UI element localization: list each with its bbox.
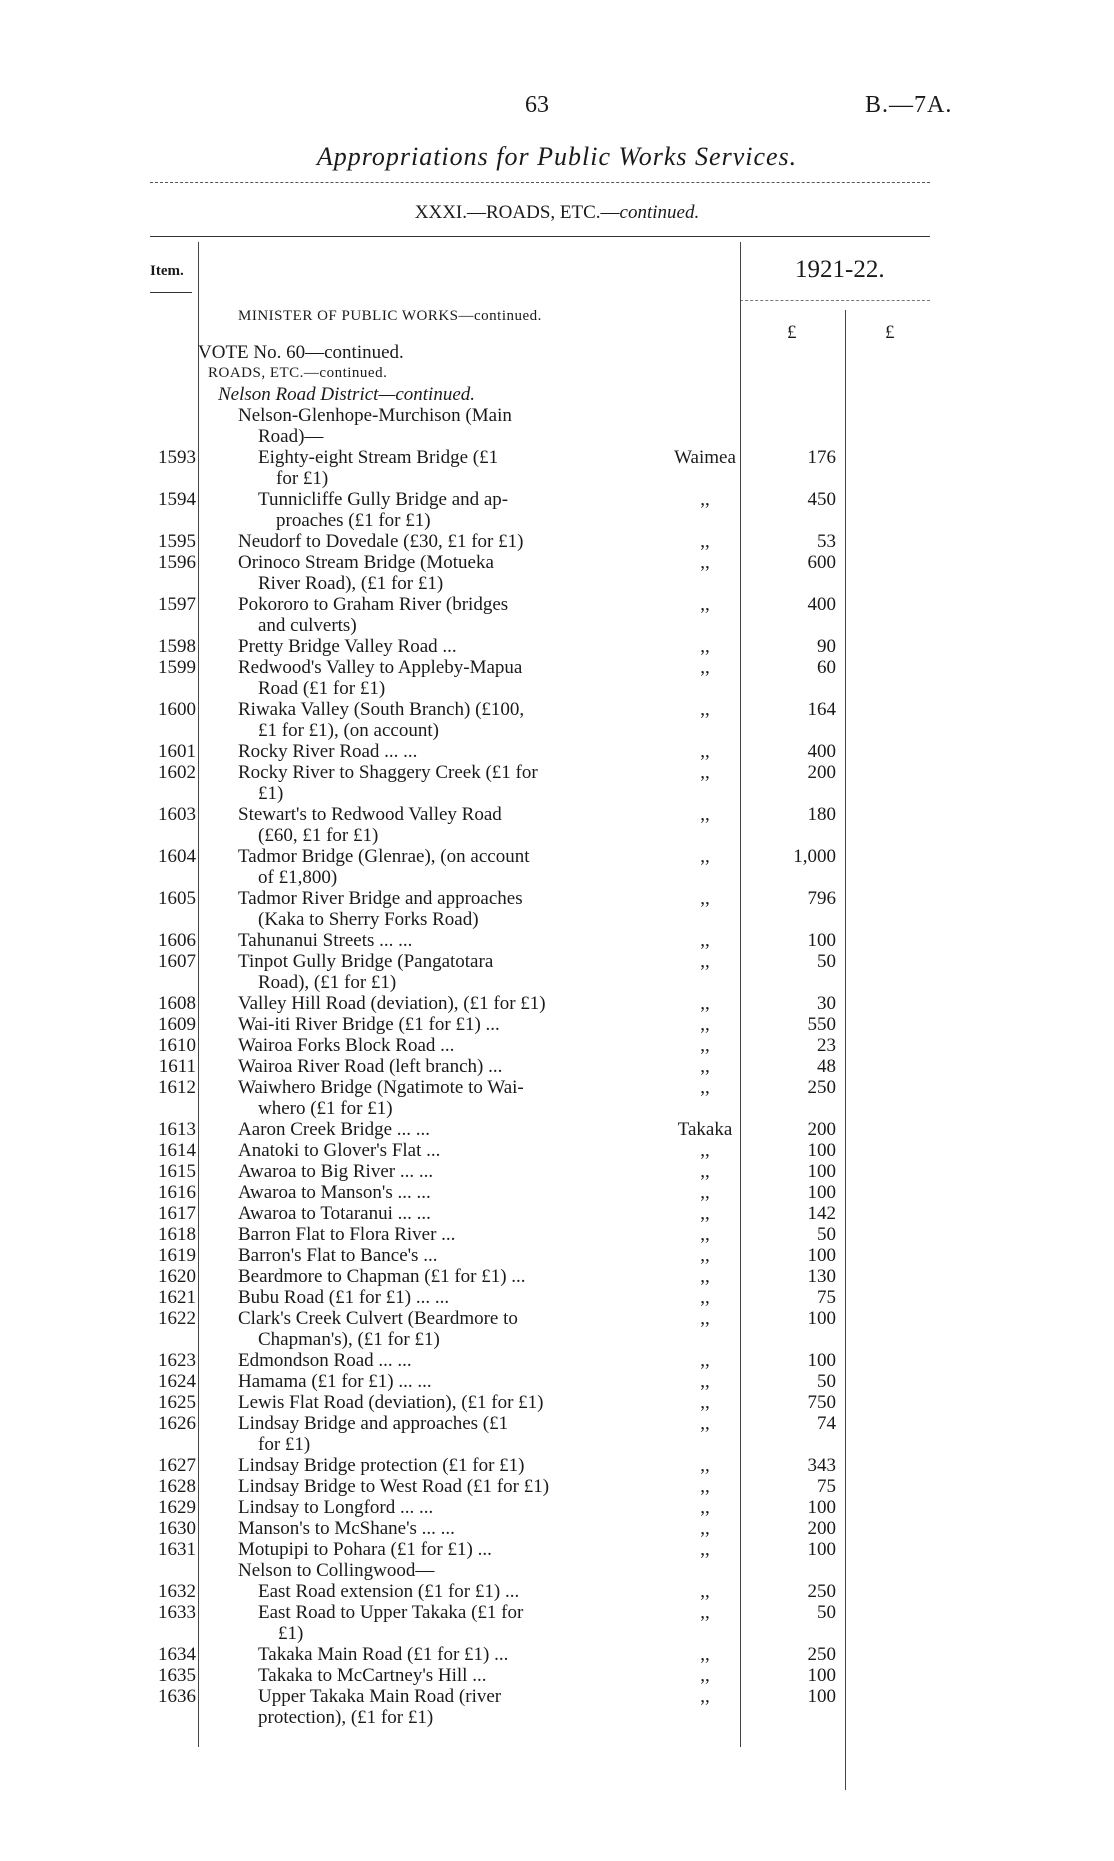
item-description: Chapman's), (£1 for £1)	[258, 1329, 440, 1350]
item-description: Redwood's Valley to Appleby-Mapua	[238, 657, 523, 678]
table-row	[0, 993, 1114, 1014]
table-row	[0, 1224, 1114, 1245]
table-row	[0, 1476, 1114, 1497]
item-description: Riwaka Valley (South Branch) (£100,	[238, 699, 525, 720]
table-row	[0, 1329, 1114, 1350]
amount: 50	[817, 951, 836, 972]
item-description: Takaka Main Road (£1 for £1) ...	[258, 1644, 509, 1665]
item-number: 1625	[158, 1392, 196, 1413]
district: ,,	[700, 1203, 710, 1224]
item-number: 1624	[158, 1371, 196, 1392]
amount: 250	[807, 1581, 836, 1602]
table-row	[0, 447, 1114, 468]
section-heading-text: XXXI.—ROADS, ETC.—	[414, 202, 620, 223]
district: ,,	[700, 1686, 710, 1707]
item-description: Beardmore to Chapman (£1 for £1) ...	[238, 1266, 526, 1287]
item-number: 1593	[158, 447, 196, 468]
table-row	[0, 1371, 1114, 1392]
table-row	[0, 825, 1114, 846]
district: ,,	[700, 1392, 710, 1413]
item-description: East Road extension (£1 for £1) ...	[258, 1581, 520, 1602]
document-code: B.—7A.	[865, 92, 953, 118]
item-description: Neudorf to Dovedale (£30, £1 for £1)	[238, 531, 524, 552]
amount: 400	[807, 594, 836, 615]
item-column-header: Item.	[150, 263, 184, 279]
item-description: Tadmor River Bridge and approaches	[238, 888, 523, 909]
district: ,,	[700, 531, 710, 552]
table-row	[0, 531, 1114, 552]
table-row	[0, 1350, 1114, 1371]
item-description: £1)	[278, 1623, 304, 1644]
table-row	[0, 1455, 1114, 1476]
item-number: 1629	[158, 1497, 196, 1518]
amount: 100	[807, 1161, 836, 1182]
table-row	[0, 342, 1114, 363]
table-row	[0, 1203, 1114, 1224]
table-row	[0, 405, 1114, 426]
item-description: Wai-iti River Bridge (£1 for £1) ...	[238, 1014, 500, 1035]
table-row	[0, 804, 1114, 825]
district: Waimea	[674, 447, 736, 468]
item-description: £1)	[258, 783, 284, 804]
year-column-header: 1921-22.	[795, 256, 885, 283]
amount: 75	[817, 1287, 836, 1308]
amount: 60	[817, 657, 836, 678]
item-number: 1628	[158, 1476, 196, 1497]
amount: 100	[807, 1665, 836, 1686]
item-description: Nelson to Collingwood—	[238, 1560, 435, 1581]
district: ,,	[700, 1308, 710, 1329]
table-row	[0, 1644, 1114, 1665]
item-number: 1607	[158, 951, 196, 972]
table-row	[0, 783, 1114, 804]
table-row	[0, 678, 1114, 699]
section-heading	[0, 202, 1114, 224]
item-description: Lindsay Bridge and approaches (£1	[238, 1413, 509, 1434]
item-description: Waiwhero Bridge (Ngatimote to Wai-	[238, 1077, 524, 1098]
amount: 250	[807, 1644, 836, 1665]
item-number: 1612	[158, 1077, 196, 1098]
district: ,,	[700, 846, 710, 867]
table-row	[0, 1623, 1114, 1644]
item-description: for £1)	[258, 1434, 311, 1455]
item-description: Valley Hill Road (deviation), (£1 for £1)	[238, 993, 546, 1014]
item-number: 1599	[158, 657, 196, 678]
district: ,,	[700, 1056, 710, 1077]
amount: 100	[807, 1497, 836, 1518]
amount: 48	[817, 1056, 836, 1077]
item-number: 1613	[158, 1119, 196, 1140]
table-row	[0, 846, 1114, 867]
district: ,,	[700, 1182, 710, 1203]
table-row	[0, 1287, 1114, 1308]
table-row	[0, 1182, 1114, 1203]
table-row	[0, 1707, 1114, 1728]
item-description: Aaron Creek Bridge ... ...	[238, 1119, 431, 1140]
amount: 90	[817, 636, 836, 657]
amount: 400	[807, 741, 836, 762]
table-row	[0, 1539, 1114, 1560]
table-row	[0, 1266, 1114, 1287]
table-row	[0, 1119, 1114, 1140]
item-description: Awaroa to Totaranui ... ...	[238, 1203, 431, 1224]
item-description: Awaroa to Manson's ... ...	[238, 1182, 431, 1203]
item-description: Edmondson Road ... ...	[238, 1350, 412, 1371]
amount: 600	[807, 552, 836, 573]
item-number: 1614	[158, 1140, 196, 1161]
district: ,,	[700, 951, 710, 972]
table-row	[0, 951, 1114, 972]
district: ,,	[700, 804, 710, 825]
item-description: Nelson Road District—continued.	[218, 384, 476, 405]
item-description: proaches (£1 for £1)	[276, 510, 431, 531]
item-number: 1595	[158, 531, 196, 552]
district: ,,	[700, 1245, 710, 1266]
item-number: 1608	[158, 993, 196, 1014]
table-row	[0, 1098, 1114, 1119]
item-number: 1610	[158, 1035, 196, 1056]
item-description: Pokororo to Graham River (bridges	[238, 594, 509, 615]
table-row	[0, 1434, 1114, 1455]
item-description: of £1,800)	[258, 867, 338, 888]
table-top-rule	[150, 236, 930, 237]
item-description: VOTE No. 60—continued.	[198, 342, 404, 363]
item-number: 1603	[158, 804, 196, 825]
item-description: Road), (£1 for £1)	[258, 972, 397, 993]
table-row	[0, 1392, 1114, 1413]
item-description: MINISTER OF PUBLIC WORKS—continued.	[238, 308, 542, 324]
item-number: 1632	[158, 1581, 196, 1602]
table-row	[0, 1245, 1114, 1266]
table-row	[0, 1665, 1114, 1686]
item-number: 1622	[158, 1308, 196, 1329]
item-description: Orinoco Stream Bridge (Motueka	[238, 552, 494, 573]
item-description: Lindsay Bridge to West Road (£1 for £1)	[238, 1476, 550, 1497]
page-number: 63	[525, 92, 549, 118]
item-description: Hamama (£1 for £1) ... ...	[238, 1371, 432, 1392]
amount: 53	[817, 531, 836, 552]
item-description: Tinpot Gully Bridge (Pangatotara	[238, 951, 494, 972]
item-description: Tunnicliffe Gully Bridge and ap-	[258, 489, 509, 510]
district: Takaka	[677, 1119, 733, 1140]
district: ,,	[700, 1413, 710, 1434]
table-row	[0, 489, 1114, 510]
district: ,,	[700, 489, 710, 510]
item-number: 1626	[158, 1413, 196, 1434]
table-row	[0, 762, 1114, 783]
item-number: 1634	[158, 1644, 196, 1665]
item-number: 1617	[158, 1203, 196, 1224]
item-description: Motupipi to Pohara (£1 for £1) ...	[238, 1539, 492, 1560]
table-row	[0, 1035, 1114, 1056]
table-row	[0, 909, 1114, 930]
item-number: 1636	[158, 1686, 196, 1707]
district: ,,	[700, 1077, 710, 1098]
item-number: 1631	[158, 1539, 196, 1560]
district: ,,	[700, 762, 710, 783]
item-description: Takaka to McCartney's Hill ...	[258, 1665, 487, 1686]
item-number: 1605	[158, 888, 196, 909]
district: ,,	[700, 1602, 710, 1623]
item-number: 1619	[158, 1245, 196, 1266]
amount: 30	[817, 993, 836, 1014]
amount: 750	[807, 1392, 836, 1413]
item-description: Awaroa to Big River ... ...	[238, 1161, 434, 1182]
table-row	[0, 1077, 1114, 1098]
item-description: Pretty Bridge Valley Road ...	[238, 636, 457, 657]
item-description: Lindsay Bridge protection (£1 for £1)	[238, 1455, 525, 1476]
item-description: Stewart's to Redwood Valley Road	[238, 804, 502, 825]
item-number: 1618	[158, 1224, 196, 1245]
item-description: Bubu Road (£1 for £1) ... ...	[238, 1287, 450, 1308]
district: ,,	[700, 1476, 710, 1497]
table-row	[0, 384, 1114, 405]
amount: 250	[807, 1077, 836, 1098]
item-description: Rocky River Road ... ...	[238, 741, 418, 762]
district: ,,	[700, 1287, 710, 1308]
amount: 180	[807, 804, 836, 825]
item-description: Lewis Flat Road (deviation), (£1 for £1)	[238, 1392, 544, 1413]
item-description: ROADS, ETC.—continued.	[208, 365, 388, 381]
district: ,,	[700, 993, 710, 1014]
district: ,,	[700, 699, 710, 720]
pound-sign-1: £	[787, 322, 797, 343]
item-description: Barron's Flat to Bance's ...	[238, 1245, 438, 1266]
amount: 343	[807, 1455, 836, 1476]
district: ,,	[700, 1140, 710, 1161]
item-description: Upper Takaka Main Road (river	[258, 1686, 502, 1707]
district: ,,	[700, 888, 710, 909]
item-description: Clark's Creek Culvert (Beardmore to	[238, 1308, 518, 1329]
item-description: £1 for £1), (on account)	[258, 720, 439, 741]
district: ,,	[700, 1665, 710, 1686]
table-row	[0, 363, 1114, 384]
item-description: Tahunanui Streets ... ...	[238, 930, 413, 951]
table-row	[0, 1140, 1114, 1161]
district: ,,	[700, 1518, 710, 1539]
item-number: 1609	[158, 1014, 196, 1035]
table-row	[0, 657, 1114, 678]
table-row	[0, 468, 1114, 489]
item-description: Road)—	[258, 426, 324, 447]
amount: 100	[807, 930, 836, 951]
table-row	[0, 699, 1114, 720]
item-number: 1594	[158, 489, 196, 510]
item-description: Lindsay to Longford ... ...	[238, 1497, 434, 1518]
title-rule	[150, 182, 930, 183]
amount: 164	[807, 699, 836, 720]
amount: 200	[807, 1518, 836, 1539]
table-row	[0, 636, 1114, 657]
amount: 550	[807, 1014, 836, 1035]
item-number: 1620	[158, 1266, 196, 1287]
district: ,,	[700, 1581, 710, 1602]
table-row	[0, 1560, 1114, 1581]
amount: 50	[817, 1224, 836, 1245]
item-description: for £1)	[276, 468, 329, 489]
item-number: 1611	[158, 1056, 196, 1077]
amount: 100	[807, 1308, 836, 1329]
amount: 1,000	[793, 846, 836, 867]
table-row	[0, 930, 1114, 951]
amount: 100	[807, 1686, 836, 1707]
item-number: 1596	[158, 552, 196, 573]
amount: 796	[807, 888, 836, 909]
item-description: Anatoki to Glover's Flat ...	[238, 1140, 441, 1161]
table-row	[0, 741, 1114, 762]
table-row	[0, 1308, 1114, 1329]
table-row	[0, 1497, 1114, 1518]
table-row	[0, 510, 1114, 531]
item-number: 1630	[158, 1518, 196, 1539]
table-row	[0, 1518, 1114, 1539]
table-row	[0, 615, 1114, 636]
item-number: 1621	[158, 1287, 196, 1308]
item-description: Manson's to McShane's ... ...	[238, 1518, 455, 1539]
district: ,,	[700, 636, 710, 657]
amount: 200	[807, 762, 836, 783]
page-title: Appropriations for Public Works Services.	[316, 142, 798, 171]
item-number: 1635	[158, 1665, 196, 1686]
table-row	[0, 720, 1114, 741]
item-description: Road (£1 for £1)	[258, 678, 386, 699]
item-number: 1602	[158, 762, 196, 783]
table-row	[0, 1686, 1114, 1707]
amount: 142	[807, 1203, 836, 1224]
amount: 100	[807, 1350, 836, 1371]
item-description: Wairoa River Road (left branch) ...	[238, 1056, 503, 1077]
amount: 50	[817, 1371, 836, 1392]
table-row	[0, 1056, 1114, 1077]
amount: 23	[817, 1035, 836, 1056]
item-description: East Road to Upper Takaka (£1 for	[258, 1602, 524, 1623]
district: ,,	[700, 741, 710, 762]
table-row	[0, 867, 1114, 888]
item-description: protection), (£1 for £1)	[258, 1707, 434, 1728]
table-row	[0, 306, 1114, 327]
item-number: 1600	[158, 699, 196, 720]
amount: 74	[817, 1413, 836, 1434]
table-row	[0, 573, 1114, 594]
amount: 176	[807, 447, 836, 468]
district: ,,	[700, 1644, 710, 1665]
item-description: (Kaka to Sherry Forks Road)	[258, 909, 479, 930]
item-description: Nelson-Glenhope-Murchison (Main	[238, 405, 512, 426]
district: ,,	[700, 1497, 710, 1518]
district: ,,	[700, 1350, 710, 1371]
table-row	[0, 1014, 1114, 1035]
table-row	[0, 1602, 1114, 1623]
district: ,,	[700, 1014, 710, 1035]
amount: 75	[817, 1476, 836, 1497]
district: ,,	[700, 1224, 710, 1245]
district: ,,	[700, 1455, 710, 1476]
item-header-rule	[150, 292, 192, 293]
table-row	[0, 1161, 1114, 1182]
item-description: River Road), (£1 for £1)	[258, 573, 444, 594]
item-number: 1627	[158, 1455, 196, 1476]
item-number: 1598	[158, 636, 196, 657]
district: ,,	[700, 1371, 710, 1392]
item-description: Wairoa Forks Block Road ...	[238, 1035, 455, 1056]
item-description: and culverts)	[258, 615, 357, 636]
item-description: Rocky River to Shaggery Creek (£1 for	[238, 762, 538, 783]
amount: 100	[807, 1140, 836, 1161]
table-row	[0, 888, 1114, 909]
item-description: whero (£1 for £1)	[258, 1098, 393, 1119]
district: ,,	[700, 1539, 710, 1560]
item-number: 1597	[158, 594, 196, 615]
item-description: Eighty-eight Stream Bridge (£1	[258, 447, 499, 468]
district: ,,	[700, 594, 710, 615]
amount: 450	[807, 489, 836, 510]
table-row	[0, 1413, 1114, 1434]
item-number: 1623	[158, 1350, 196, 1371]
item-number: 1601	[158, 741, 196, 762]
district: ,,	[700, 657, 710, 678]
amount: 100	[807, 1539, 836, 1560]
district: ,,	[700, 1161, 710, 1182]
pound-sign-2: £	[885, 322, 895, 343]
table-row	[0, 1581, 1114, 1602]
district: ,,	[700, 930, 710, 951]
table-row	[0, 594, 1114, 615]
district: ,,	[700, 1035, 710, 1056]
amount: 200	[807, 1119, 836, 1140]
table-row	[0, 426, 1114, 447]
year-header-rule	[740, 300, 930, 301]
table-row	[0, 972, 1114, 993]
item-number: 1633	[158, 1602, 196, 1623]
district: ,,	[700, 1266, 710, 1287]
item-description: (£60, £1 for £1)	[258, 825, 379, 846]
amount: 100	[807, 1182, 836, 1203]
item-description: Barron Flat to Flora River ...	[238, 1224, 456, 1245]
item-number: 1616	[158, 1182, 196, 1203]
item-number: 1606	[158, 930, 196, 951]
item-number: 1604	[158, 846, 196, 867]
district: ,,	[700, 552, 710, 573]
amount: 100	[807, 1245, 836, 1266]
amount: 50	[817, 1602, 836, 1623]
amount: 130	[807, 1266, 836, 1287]
item-description: Tadmor Bridge (Glenrae), (on account	[238, 846, 530, 867]
section-heading-continued: continued.	[619, 202, 700, 223]
item-number: 1615	[158, 1161, 196, 1182]
table-row	[0, 552, 1114, 573]
